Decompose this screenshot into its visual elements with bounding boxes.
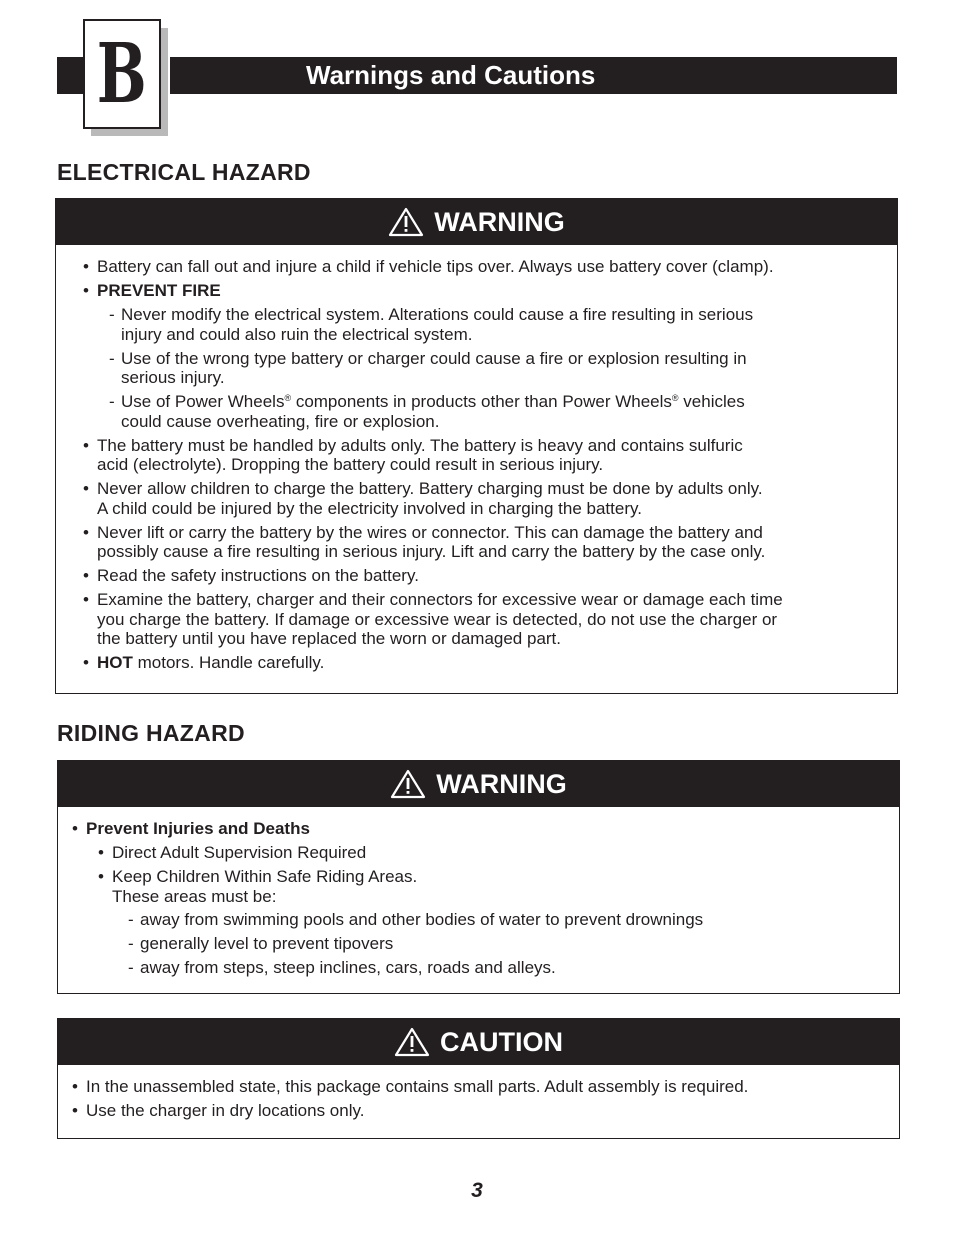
registered-mark: ® xyxy=(671,393,679,403)
sub-list-item: - Use of the wrong type battery or charger could cause a fire or explosion resulting in serious injury. xyxy=(109,349,889,388)
caution-panel xyxy=(57,1018,900,1139)
page-number: 3 xyxy=(471,1179,483,1202)
caution-body xyxy=(58,1065,899,1121)
sub-list xyxy=(98,843,899,978)
area-item: - generally level to prevent tipovers xyxy=(128,934,899,954)
caution-banner-label: CAUTION xyxy=(440,1026,563,1057)
header-bar-left xyxy=(57,57,83,94)
section-tab xyxy=(83,19,161,129)
warning-banner xyxy=(58,761,899,807)
warning-triangle-icon xyxy=(388,207,424,237)
list-item: • Examine the battery, charger and their connectors for excessive wear or damage each time you charge the battery. If damage or excessive wear is detected, do not use the charger or the battery until you have replaced the worn or damaged part. xyxy=(83,590,889,649)
electrical-warning-panel xyxy=(55,198,898,694)
list-item: • Never allow children to charge the battery. Battery charging must be done by adults only. A child could be injured by the electricity involved in charging the battery. xyxy=(83,479,889,518)
list-item: • Never lift or carry the battery by the wires or connector. This can damage the battery and possibly cause a fire resulting in serious injury. Lift and carry the battery by the case only. xyxy=(83,523,889,562)
riding-warning-panel xyxy=(57,760,900,994)
electrical-hazard-heading: ELECTRICAL HAZARD xyxy=(57,159,311,185)
electrical-warning-body xyxy=(56,245,897,673)
warning-banner-label: WARNING xyxy=(434,206,565,237)
sub-list-item: - Use of Power Wheels® components in products other than Power Wheels® vehicles could cause overheating, fire or explosion. xyxy=(109,392,889,431)
list-item: • PREVENT FIRE xyxy=(83,281,889,301)
sub-list-item: - Never modify the electrical system. Alterations could cause a fire resulting in serious injury and could also ruin the electrical system. xyxy=(109,305,889,344)
warning-triangle-icon xyxy=(390,769,426,799)
warning-banner xyxy=(56,199,897,245)
area-list xyxy=(128,910,899,978)
list-item: • HOT motors. Handle carefully. xyxy=(83,653,889,673)
area-item: - away from steps, steep inclines, cars, roads and alleys. xyxy=(128,958,899,978)
registered-mark: ® xyxy=(284,393,292,403)
riding-hazard-heading: RIDING HAZARD xyxy=(57,720,245,746)
caution-banner xyxy=(58,1019,899,1065)
list-item: • The battery must be handled by adults only. The battery is heavy and contains sulfuric acid (electrolyte). Dropping the battery could result in serious injury. xyxy=(83,436,889,475)
warning-banner-label: WARNING xyxy=(436,768,567,799)
sub-list-item: • Direct Adult Supervision Required xyxy=(98,843,899,863)
section-letter: B xyxy=(97,26,147,122)
sub-list-item: • Keep Children Within Safe Riding Areas. These areas must be: xyxy=(98,867,899,906)
list-item: • Read the safety instructions on the battery. xyxy=(83,566,889,586)
list-item: • In the unassembled state, this package contains small parts. Adult assembly is required. xyxy=(72,1077,899,1097)
page-title: Warnings and Cautions xyxy=(306,60,596,90)
sub-list xyxy=(109,305,889,431)
list-item: • Battery can fall out and injure a child if vehicle tips over. Always use battery cover (clamp). xyxy=(83,257,889,277)
warning-triangle-icon xyxy=(394,1027,430,1057)
list-item: • Prevent Injuries and Deaths xyxy=(72,819,899,839)
area-item: - away from swimming pools and other bodies of water to prevent drownings xyxy=(128,910,899,930)
riding-warning-body xyxy=(58,807,899,978)
list-item: • Use the charger in dry locations only. xyxy=(72,1101,899,1121)
